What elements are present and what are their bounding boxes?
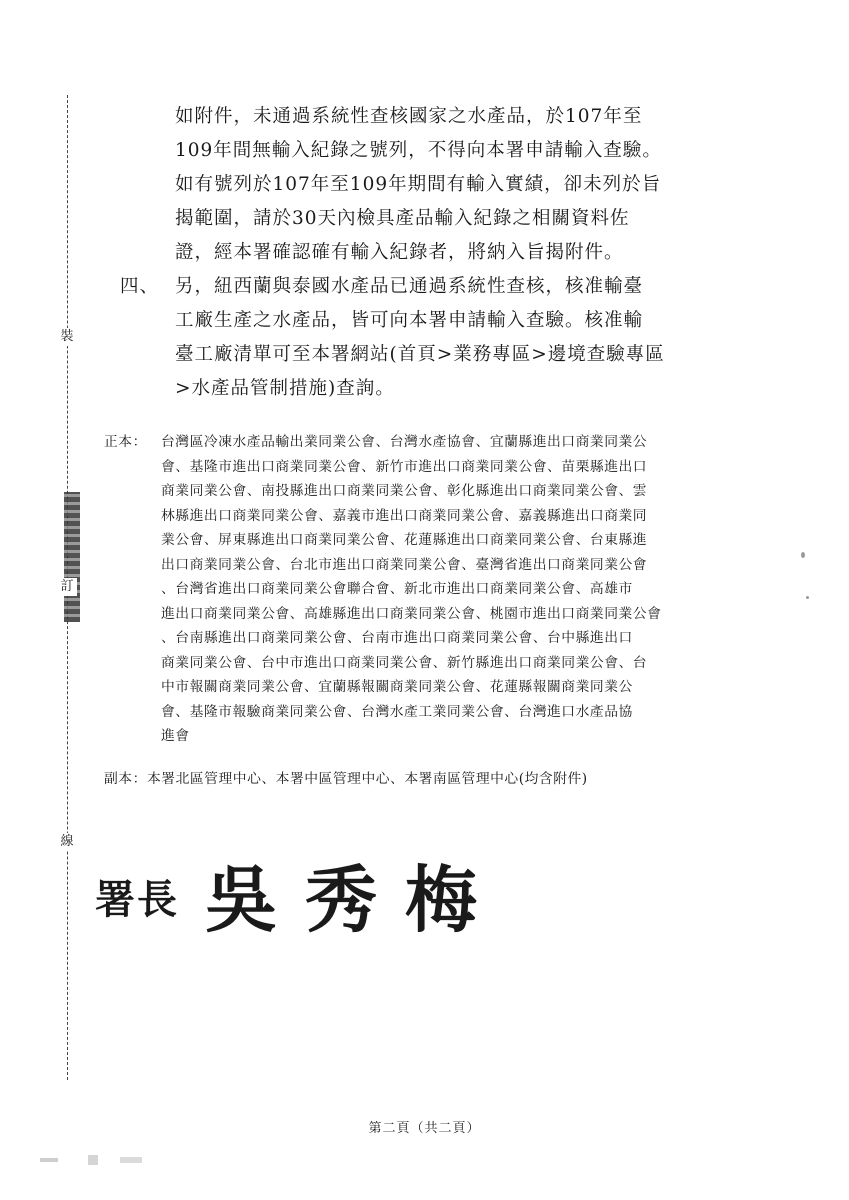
body-line: 工廠生產之水產品，皆可向本署申請輸入查驗。核准輸 bbox=[175, 310, 644, 331]
recipient-line: 、台灣省進出口商業同業公會聯合會、新北市進出口商業同業公會、高雄市 bbox=[161, 581, 633, 597]
body-line: >水產品管制措施)查詢。 bbox=[175, 378, 395, 399]
recipient-line: 會、基隆市進出口商業同業公會、新竹市進出口商業同業公會、苗栗縣進出口 bbox=[161, 458, 648, 475]
recipient-line: 中市報關商業同業公會、宜蘭縣報關商業同業公會、花蓮縣報關商業同業公 bbox=[161, 679, 633, 695]
scan-speck bbox=[806, 596, 809, 599]
primary-recipients bbox=[104, 430, 764, 749]
body-line-text: 另，紐西蘭與泰國水產品已通過系統性查核，核准輸臺 bbox=[175, 276, 644, 297]
recipient-line: 本署北區管理中心、本署中區管理中心、本署南區管理中心(均含附件) bbox=[147, 771, 588, 787]
recipient-line: 出口商業同業公會、台北市進出口商業同業公會、臺灣省進出口商業同業公會 bbox=[161, 556, 648, 573]
signatory-name: 吳秀梅 bbox=[205, 857, 506, 942]
copy-recipients bbox=[104, 767, 764, 792]
binding-label-bottom: 線 bbox=[57, 833, 77, 851]
primary-recipients-label: 正本： bbox=[104, 434, 147, 450]
recipient-line: 會、基隆市報驗商業同業公會、台灣水產工業同業公會、台灣進口水產品協 bbox=[161, 703, 633, 720]
binding-label-middle: 訂 bbox=[57, 578, 77, 596]
scan-artifact bbox=[40, 1150, 170, 1170]
recipient-line: 商業同業公會、台中市進出口商業同業公會、新竹縣進出口商業同業公會、台 bbox=[161, 654, 648, 671]
body-paragraph-4 bbox=[120, 270, 760, 406]
body-line bbox=[120, 270, 760, 304]
page-number: 第二頁（共二頁） bbox=[368, 1121, 481, 1136]
body-line: 揭範圍，請於30天內檢具產品輸入紀錄之相關資料佐 bbox=[175, 208, 630, 229]
seal-stamp-fragment bbox=[64, 492, 80, 622]
body-line: 如有號列於107年至109年期間有輸入實績，卻未列於旨 bbox=[175, 174, 662, 195]
body-line: 如附件，未通過系統性查核國家之水產品，於107年至 bbox=[175, 106, 643, 127]
recipient-line: 進出口商業同業公會、高雄縣進出口商業同業公會、桃園市進出口商業同業公會 bbox=[161, 605, 662, 622]
body-paragraph-3 bbox=[120, 100, 760, 270]
scan-speck bbox=[801, 552, 805, 558]
recipient-line: 業公會、屏東縣進出口商業同業公會、花蓮縣進出口商業同業公會、台東縣進 bbox=[161, 532, 648, 548]
recipient-line: 進會 bbox=[161, 728, 190, 744]
copy-recipients-label: 副本： bbox=[104, 771, 147, 787]
body-line: 臺工廠清單可至本署網站(首頁>業務專區>邊境查驗專區 bbox=[175, 344, 665, 365]
recipient-line: 、台南縣進出口商業同業公會、台南市進出口商業同業公會、台中縣進出口 bbox=[161, 630, 633, 646]
binding-label-top: 裝 bbox=[57, 328, 77, 346]
item-number: 四、 bbox=[120, 276, 160, 297]
body-line: 證，經本署確認確有輸入紀錄者，將納入旨揭附件。 bbox=[175, 242, 624, 263]
body-line: 109年間無輸入紀錄之號列，不得向本署申請輸入查驗。 bbox=[175, 140, 662, 161]
recipient-line: 商業同業公會、南投縣進出口商業同業公會、彰化縣進出口商業同業公會、雲 bbox=[161, 483, 648, 499]
signatory-title: 署長 bbox=[95, 876, 179, 923]
recipient-line: 台灣區冷凍水產品輸出業同業公會、台灣水產協會、宜蘭縣進出口商業同業公 bbox=[161, 434, 648, 450]
recipient-line: 林縣進出口商業同業公會、嘉義市進出口商業同業公會、嘉義縣進出口商業同 bbox=[161, 507, 648, 524]
